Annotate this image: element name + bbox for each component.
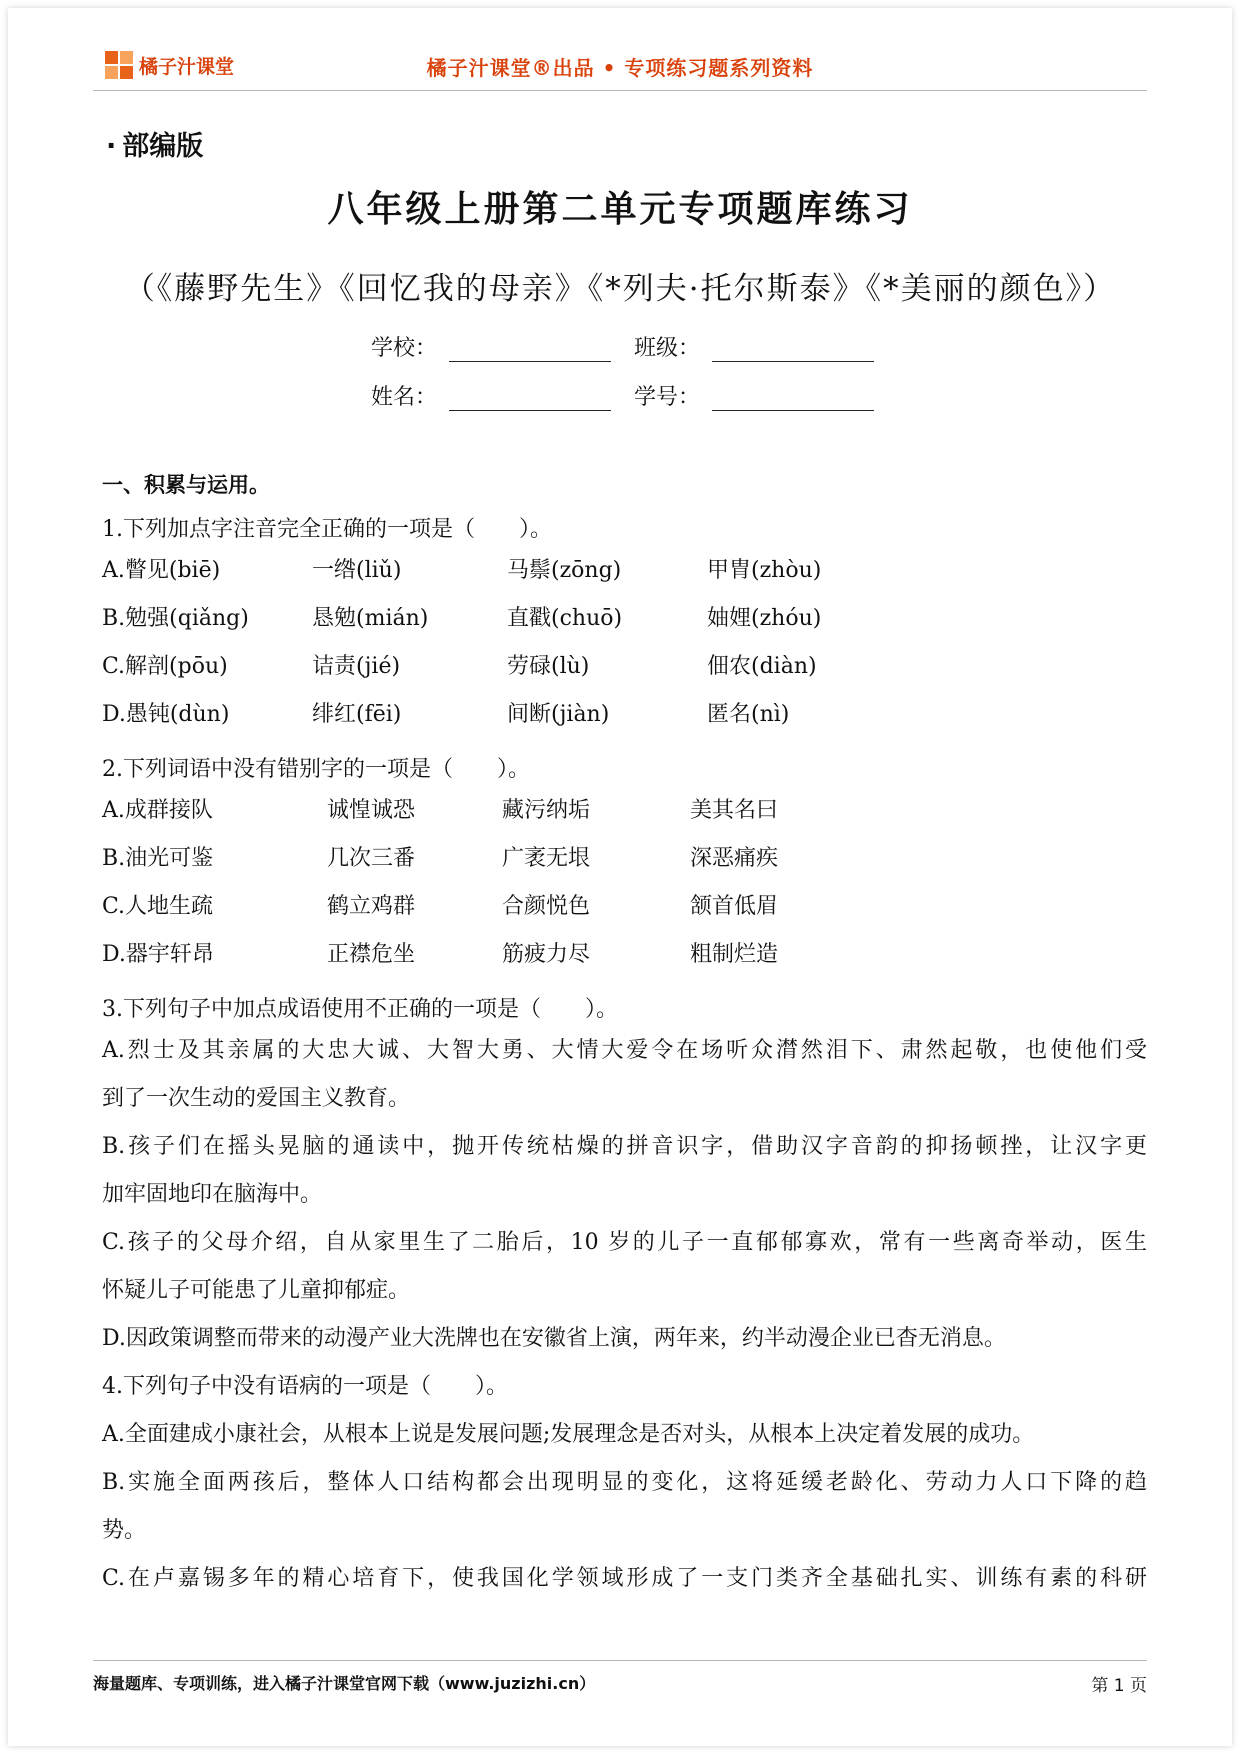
q2-option-a xyxy=(102,787,1147,835)
header-title: 橘子汁课堂®出品 • 专项练习题系列资料 xyxy=(426,56,814,80)
page-title: 八年级上册第二单元专项题库练习 xyxy=(327,189,913,230)
option-cell: 直戳(chuō) xyxy=(507,606,623,631)
footer xyxy=(93,1660,1147,1696)
option-cell: 间断(jiàn) xyxy=(507,702,610,727)
option-cell: 佃农(diàn) xyxy=(707,654,817,679)
q1-option-c xyxy=(102,643,1147,691)
option-cell: B.勉强(qiǎng) xyxy=(102,606,249,631)
q4-option-b-line1: B.实施全面两孩后，整体人口结构都会出现明显的变化，这将延缓老龄化、劳动力人口下降的趋 xyxy=(102,1470,1147,1495)
option-cell: 合颜悦色 xyxy=(502,894,591,919)
question-1-stem: 1.下列加点字注音完全正确的一项是（ ）。 xyxy=(102,517,552,542)
option-cell: 藏污纳垢 xyxy=(502,798,591,823)
option-cell: 颔首低眉 xyxy=(690,894,779,919)
content xyxy=(102,466,1147,1603)
option-cell: 妯娌(zhóu) xyxy=(707,606,822,631)
option-cell: C.解剖(pōu) xyxy=(102,654,228,679)
option-cell: 几次三番 xyxy=(327,846,416,871)
option-cell: 深恶痛疾 xyxy=(690,846,779,871)
option-cell: 恳勉(mián) xyxy=(312,606,429,631)
question-4-stem: 4.下列句子中没有语病的一项是（ ）。 xyxy=(102,1374,508,1399)
section-heading: 一、积累与运用。 xyxy=(102,472,270,497)
option-cell: 正襟危坐 xyxy=(327,942,416,967)
logo-text: 橘子汁课堂 xyxy=(139,55,235,78)
school-label: 学校： xyxy=(371,336,438,361)
option-cell: 广袤无垠 xyxy=(502,846,591,871)
q1-option-b xyxy=(102,595,1147,643)
page xyxy=(8,8,1232,1746)
question-2-stem: 2.下列词语中没有错别字的一项是（ ）。 xyxy=(102,757,530,782)
option-cell: C.人地生疏 xyxy=(102,894,214,919)
class-field xyxy=(634,331,874,362)
option-cell: D.器宇轩昂 xyxy=(102,942,214,967)
option-cell: 绯红(fēi) xyxy=(312,702,402,727)
q4-option-a-line1: A.全面建成小康社会，从根本上说是发展问题;发展理念是否对头，从根本上决定着发展的成功。 xyxy=(102,1422,1035,1447)
q2-option-b xyxy=(102,835,1147,883)
edition-label: · 部编版 xyxy=(106,124,203,163)
q3-option-c-line2: 怀疑儿子可能患了儿童抑郁症。 xyxy=(102,1278,411,1303)
q4-option-c-line1: C.在卢嘉锡多年的精心培育下，使我国化学领域形成了一支门类齐全基础扎实、训练有素的科研 xyxy=(102,1566,1147,1591)
q3-option-a-line1: A.烈士及其亲属的大忠大诚、大智大勇、大情大爱令在场听众潸然泪下、肃然起敬，也使他们受 xyxy=(102,1038,1147,1063)
class-label: 班级： xyxy=(634,336,701,361)
header xyxy=(93,46,1147,91)
q3-option-b-line1: B.孩子们在摇头晃脑的通读中，抛开传统枯燥的拼音识字，借助汉字音韵的抑扬顿挫，让汉字更 xyxy=(102,1134,1147,1159)
option-cell: 匿名(nì) xyxy=(707,702,790,727)
student-no-label: 学号： xyxy=(634,385,701,410)
option-cell: 筋疲力尽 xyxy=(502,942,591,967)
option-cell: 甲胄(zhòu) xyxy=(707,558,822,583)
name-field xyxy=(371,380,611,411)
option-cell: 诚惶诚恐 xyxy=(327,798,416,823)
option-cell: A.瞥见(biē) xyxy=(102,558,221,583)
name-label: 姓名： xyxy=(371,385,438,410)
q4-option-b-line2: 势。 xyxy=(102,1518,147,1543)
q2-option-c xyxy=(102,883,1147,931)
student-no-field xyxy=(634,380,874,411)
option-cell: A.成群接队 xyxy=(102,798,213,823)
q1-option-a xyxy=(102,547,1147,595)
class-blank[interactable] xyxy=(712,337,874,362)
question-3-stem: 3.下列句子中加点成语使用不正确的一项是（ ）。 xyxy=(102,997,618,1022)
option-cell: B.油光可鉴 xyxy=(102,846,214,871)
q3-option-c-line1: C.孩子的父母介绍，自从家里生了二胎后，10 岁的儿子一直郁郁寡欢，常有一些离奇举动，医生 xyxy=(102,1230,1147,1255)
option-cell: 马鬃(zōng) xyxy=(507,558,622,583)
footer-promo: 海量题库、专项训练，进入橘子汁课堂官网下载（www.juzizhi.cn） xyxy=(93,1674,596,1693)
option-cell: 粗制烂造 xyxy=(690,942,779,967)
q3-option-a-line2: 到了一次生动的爱国主义教育。 xyxy=(102,1086,411,1111)
q3-option-d-line1: D.因政策调整而带来的动漫产业大洗牌也在安徽省上演，两年来，约半动漫企业已杳无消息。 xyxy=(102,1326,1006,1351)
page-subtitle: （《藤野先生》《回忆我的母亲》《*列夫·托尔斯泰》《*美丽的颜色》） xyxy=(123,271,1117,307)
option-cell: 美其名曰 xyxy=(690,798,779,823)
option-cell: 诘责(jié) xyxy=(312,654,401,679)
option-cell: 劳碌(lù) xyxy=(507,654,590,679)
page-number: 第 1 页 xyxy=(1091,1676,1147,1696)
q3-option-b-line2: 加牢固地印在脑海中。 xyxy=(102,1182,323,1207)
name-blank[interactable] xyxy=(449,386,611,411)
student-no-blank[interactable] xyxy=(712,386,874,411)
school-blank[interactable] xyxy=(449,337,611,362)
school-field xyxy=(371,331,611,362)
option-cell: D.愚钝(dùn) xyxy=(102,702,230,727)
option-cell: 鹤立鸡群 xyxy=(327,894,416,919)
option-cell: 一绺(liǔ) xyxy=(312,558,402,583)
q2-option-d xyxy=(102,931,1147,979)
q1-option-d xyxy=(102,691,1147,739)
